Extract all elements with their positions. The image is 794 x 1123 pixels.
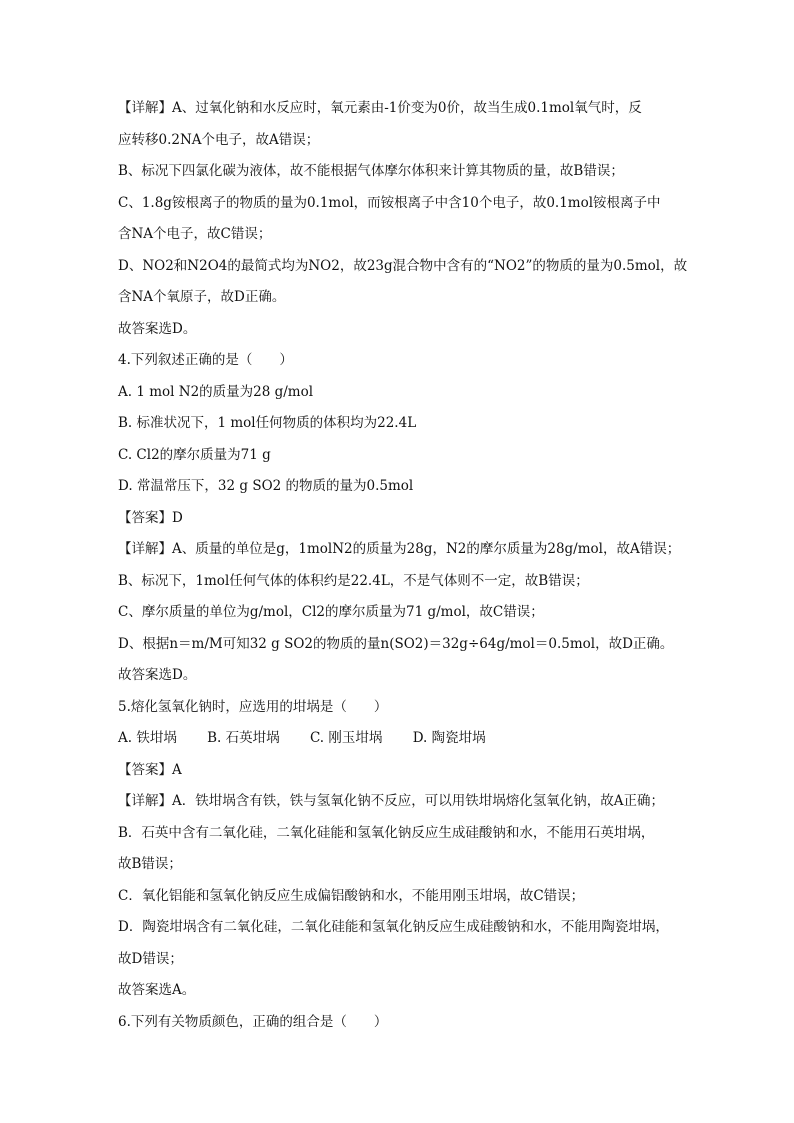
question-4-option-b: B. 标准状况下，1 mol任何物质的体积均为22.4L: [118, 415, 417, 431]
question-5-option-b: B. 石英坩埚: [207, 730, 280, 746]
text-line: C．氧化铝能和氢氧化钠反应生成偏铝酸钠和水，不能用刚玉坩埚，故C错误；: [118, 887, 585, 904]
text-line: B、标况下四氯化碳为液体，故不能根据气体摩尔体积来计算其物质的量，故B错误；: [118, 163, 624, 179]
text-line: 故答案选D。: [118, 667, 197, 683]
text-line: 应转移0.2NA个电子，故A错误；: [118, 131, 320, 148]
text-line: 故B错误；: [118, 856, 182, 872]
text-line: 含NA个电子，故C错误；: [118, 226, 272, 242]
text-line: 含NA个氧原子，故D正确。: [118, 289, 286, 305]
question-5-stem: 5.熔化氢氧化钠时，应选用的坩埚是（ ）: [118, 698, 388, 715]
text-line: 【详解】A．铁坩埚含有铁，铁与氢氧化钠不反应，可以用铁坩埚熔化氢氧化钠，故A正确；: [118, 793, 664, 809]
text-line: D、根据n＝m/M可知32 g SO2的物质的量n(SO2)＝32g÷64g/mol＝0.5mol，故D正确。: [118, 635, 674, 652]
text-line: D、NO2和N2O4的最简式均为NO2，故23g混合物中含有的“NO2”的物质的量为0.5mol，故: [118, 257, 688, 274]
text-line: D．陶瓷坩埚含有二氧化硅，二氧化硅能和氢氧化钠反应生成硅酸钠和水，不能用陶瓷坩埚，: [118, 919, 669, 935]
question-5-option-d: D. 陶瓷坩埚: [412, 730, 486, 746]
answer-line: 【答案】D: [118, 509, 183, 526]
question-4-option-a: A. 1 mol N2的质量为28 g/mol: [118, 383, 314, 400]
answer-line: 【答案】A: [118, 761, 182, 778]
question-4-option-d: D. 常温常压下，32 g SO2 的物质的量为0.5mol: [118, 478, 414, 494]
question-4-stem: 4.下列叙述正确的是（ ）: [118, 352, 293, 368]
question-6-stem: 6.下列有关物质颜色，正确的组合是（ ）: [118, 1013, 388, 1030]
question-5-option-c: C. 刚玉坩埚: [309, 730, 383, 746]
text-line: 故D错误；: [118, 950, 183, 967]
text-line: B、标况下，1mol任何气体的体积约是22.4L，不是气体则不一定，故B错误；: [118, 572, 589, 589]
question-5-option-a: A. 铁坩埚: [118, 730, 177, 746]
text-line: C、摩尔质量的单位为g/mol，Cl2的摩尔质量为71 g/mol，故C错误；: [118, 604, 544, 620]
question-5-options: [118, 728, 682, 760]
text-line: 【详解】A、质量的单位是g，1molN2的质量为28g，N2的摩尔质量为28g/mol，故A错误；: [118, 541, 681, 557]
text-line: B．石英中含有二氧化硅，二氧化硅能和氢氧化钠反应生成硅酸钠和水，不能用石英坩埚，: [118, 824, 655, 841]
text-line: 【详解】A、过氧化钠和水反应时，氧元素由-1价变为0价，故当生成0.1mol氧气时，反: [118, 100, 642, 116]
question-4-option-c: C. Cl2的摩尔质量为71 g: [118, 446, 271, 463]
text-line: C、1.8g铵根离子的物质的量为0.1mol，而铵根离子中含10个电子，故0.1mol铵根离子中: [118, 194, 661, 211]
text-line: 故答案选A。: [118, 982, 196, 998]
text-line: 故答案选D。: [118, 320, 197, 337]
